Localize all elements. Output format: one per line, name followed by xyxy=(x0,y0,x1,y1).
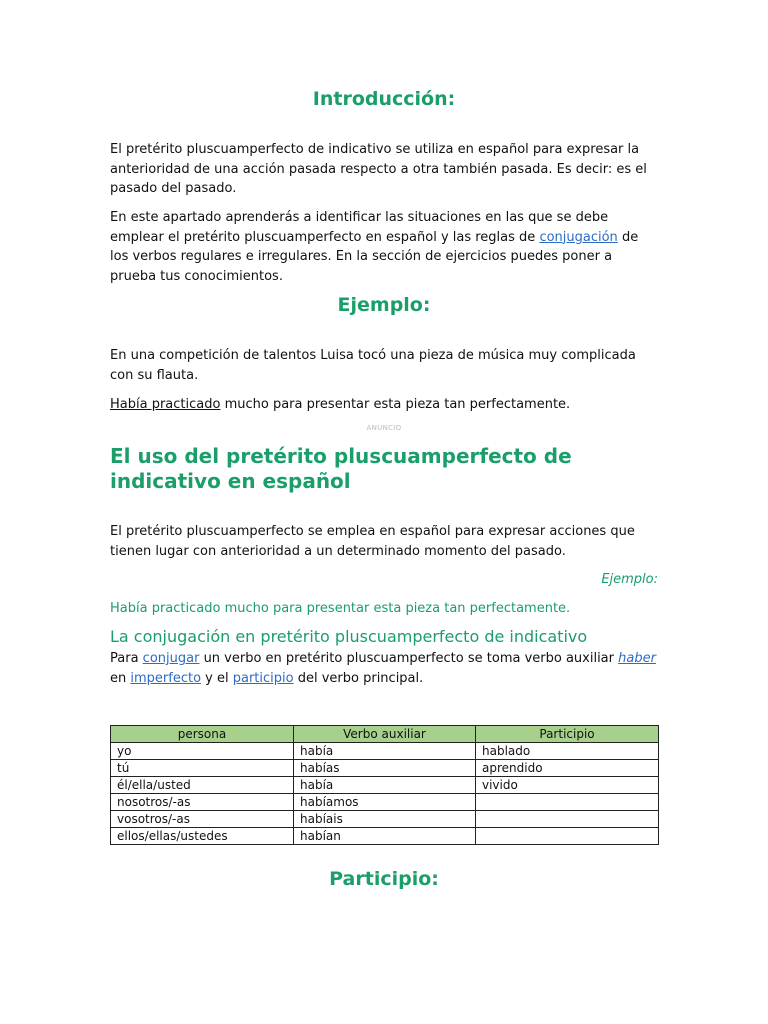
table-cell: habíamos xyxy=(294,794,476,811)
usage-paragraph: El pretérito pluscuamperfecto se emplea en español para expresar acciones que tienen lugar con anterioridad a un determinado momento del pasado. xyxy=(110,524,635,559)
table-cell: nosotros/-as xyxy=(111,794,294,811)
table-cell: había xyxy=(294,743,476,760)
table-cell: habían xyxy=(294,828,476,845)
header-verbo-auxiliar: Verbo auxiliar xyxy=(294,726,476,743)
table-row xyxy=(111,760,659,777)
usage-heading: El uso del pretérito pluscuamperfecto de indicativo en español xyxy=(110,444,572,493)
table-cell: habíais xyxy=(294,811,476,828)
example-heading: Ejemplo: xyxy=(337,294,431,316)
intro-paragraph-1: El pretérito pluscuamperfecto de indicativo se utiliza en español para expresar la anterioridad de una acción pasada respecto a otra también pasada. Es decir: es el pasado del pasado. xyxy=(110,142,647,196)
table-cell xyxy=(476,811,659,828)
intro-heading: Introducción: xyxy=(312,88,456,110)
table-cell: yo xyxy=(111,743,294,760)
table-cell xyxy=(476,794,659,811)
table-header-row xyxy=(111,726,659,743)
header-persona: persona xyxy=(111,726,294,743)
usage-example-label: Ejemplo: xyxy=(601,572,658,587)
intro-paragraph-2: En este apartado aprenderás a identificar las situaciones en las que se debe emplear el pretérito pluscuamperfecto en español y las reglas de conjugación de los verbos regulares e irregulares. En la sección de ejercicios puedes poner a prueba tus conocimientos. xyxy=(110,210,639,284)
example-paragraph-2: Había practicado mucho para presentar esta pieza tan perfectamente. xyxy=(110,397,571,412)
conjugacion-link[interactable]: conjugación xyxy=(539,229,618,245)
habia-practicado-underlined: Había practicado xyxy=(110,397,221,412)
table-cell: vosotros/-as xyxy=(111,811,294,828)
table-cell: aprendido xyxy=(476,760,659,777)
table-cell: vivido xyxy=(476,777,659,794)
table-cell: había xyxy=(294,777,476,794)
table-row xyxy=(111,828,659,845)
table-cell xyxy=(476,828,659,845)
conjugation-table xyxy=(110,725,659,845)
table-cell: tú xyxy=(111,760,294,777)
table-cell: ellos/ellas/ustedes xyxy=(111,828,294,845)
table-cell: hablado xyxy=(476,743,659,760)
table-cell: habías xyxy=(294,760,476,777)
table-row xyxy=(111,777,659,794)
usage-example-text: Había practicado mucho para presentar esta pieza tan perfectamente. xyxy=(110,601,571,616)
table-row xyxy=(111,811,659,828)
conjugation-heading: La conjugación en pretérito pluscuamperfecto de indicativo xyxy=(110,627,588,646)
table-cell: él/ella/usted xyxy=(111,777,294,794)
participio-heading: Participio: xyxy=(329,868,439,890)
ad-label: ANUNCIO xyxy=(366,424,402,432)
header-participio: Participio xyxy=(476,726,659,743)
conjugation-paragraph: Para conjugar un verbo en pretérito pluscuamperfecto se toma verbo auxiliar haber en imperfecto y el participio del verbo principal. xyxy=(110,651,656,686)
table-row xyxy=(111,743,659,760)
participio-link[interactable]: participio xyxy=(232,670,294,686)
conjugar-link[interactable]: conjugar xyxy=(142,651,200,666)
example-paragraph-1: En una competición de talentos Luisa tocó una pieza de música muy complicada con su flauta. xyxy=(110,348,636,383)
table-row xyxy=(111,794,659,811)
haber-link[interactable]: haber xyxy=(618,651,656,666)
imperfecto-link[interactable]: imperfecto xyxy=(130,670,202,686)
